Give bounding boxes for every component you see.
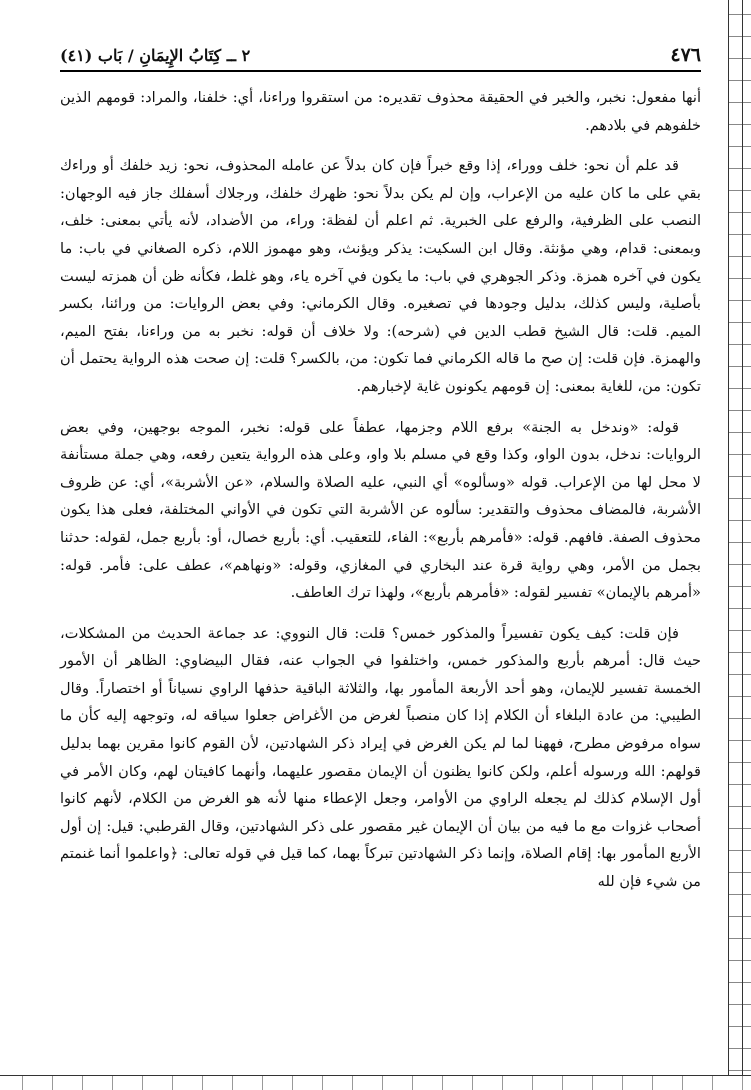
page-number: ٤٧٦ — [670, 44, 701, 66]
decorative-border-bottom — [0, 1075, 751, 1090]
decorative-border-right — [728, 0, 751, 1090]
decorative-border-line — [742, 0, 743, 1090]
paragraph: أنها مفعول: نخبر، والخبر في الحقيقة محذوف تقديره: من استقروا وراءنا، أي: خلفنا، والمراد: قومهم الذين خلفوهم في بلادهم. — [60, 89, 701, 134]
paragraph: قوله: «وندخل به الجنة» برفع اللام وجزمها، عطفاً على قوله: نخبر، الموجه بوجهين، وفي بعض الروايات: ندخل، بدون الواو، وكذا وقع في مسلم بلا واو، وعلى هذه الرواية يتعين رفعه، وهي جملة مستأنفة لا محل لها من الإعراب. قوله «وسألوه» أي النبي، عليه الصلاة والسلام، «عن الأشربة»، أي: عن ظروف الأشربة، فالمضاف محذوف والتقدير: سألوه عن الأشربة التي تكون في الأواني المختلفة، فعلى هذا يكون محذوف الصفة. فافهم. قوله: «فأمرهم بأربع»: الفاء، للتعقيب. أي: بأربع خصال، أو: بأربع جمل، لقوله: حدثنا بجمل من الأمر، وهي رواية قرة عند البخاري في المغازي، وقوله: «ونهاهم»، عطف على: فأمر. قوله: «أمرهم بالإيمان» تفسير لقوله: «فأمرهم بأربع»، ولهذا ترك العاطف. — [60, 418, 701, 602]
paragraph: فإن قلت: كيف يكون تفسيراً والمذكور خمس؟ قلت: قال النووي: عد جماعة الحديث من المشكلات، حيث قال: أمرهم بأربع والمذكور خمس، واختلفوا في الجواب عنه، فقال البيضاوي: الظاهر أن الأمور الخمسة تفسير للإيمان، وهو أحد الأربعة المأمور بها، والثلاثة الباقية حذفها الراوي نسياناً أو اختصاراً. وقال الطيبي: من عادة البلغاء أن الكلام إذا كان منصباً لغرض من الأغراض جعلوا سياقه له، وتوجهه إليه كأن ما سواه مرفوض مطرح، فههنا لما لم يكن الغرض في إيراد ذكر الشهادتين، لأن القوم كانوا مقرين بهما بدليل قولهم: الله ورسوله أعلم، ولكن كانوا يظنون أن الإيمان مقصور عليهما، وأنهما كافيتان لهم، وكان الأمر في أول الإسلام كذلك لم يجعله الراوي من الأوامر، وجعل الإعطاء منها لأنه هو الغرض من الكلام، لأنهم كانوا أصحاب غزوات مع ما فيه من بيان أن الإيمان غير مقصور على ذكر الشهادتين، وقال القرطبي: قيل: إن أول الأربع المأمور بها: إقام الصلاة، وإنما ذكر الشهادتين تبركاً بهما، كما قيل في قوله تعالى: ﴿واعلموا أنما غنمتم من شيء فإن لله — [60, 624, 701, 891]
page-body — [60, 84, 701, 896]
page-header — [60, 40, 701, 72]
running-title: ٢ ــ كِتَابُ الإِيمَانِ / بَاب (٤١) — [60, 45, 251, 65]
paragraph: قد علم أن نحو: خلف ووراء، إذا وقع خبراً فإن كان بدلاً عن عامله المحذوف، نحو: زيد خلفك أو وراءك بقي على ما كان عليه من الإعراب، وإن لم يكن بدلاً نحو: ظهرك خلفك، ورجلاك أسفلك جاز فيه الوجهان: النصب على الظرفية، والرفع على الخبرية. ثم اعلم أن لفظة: وراء، من الأضداد، لأنه يأتي بمعنى: خلف، وبمعنى: قدام، وهي مؤنثة. وقال ابن السكيت: يذكر ويؤنث، وهو مهموز اللام، ذكره الصغاني في باب: ما يكون في آخره همزة. وذكر الجوهري في باب: ما يكون في آخره ياء، وهو غلط، فكأنه ظن أن همزته ليست بأصلية، وليس كذلك، بدليل وجودها في تصغيره. وقال الكرماني: وفي بعض الروايات: من ورائنا، بكسر الميم. قلت: قال الشيخ قطب الدين في (شرحه): ولا خلاف أن قوله: نخبر به من وراءنا، بفتح الميم، والهمزة. فإن قلت: إن صح ما قاله الكرماني فما تكون: من، بالكسر؟ قلت: إن صحت هذه الرواية يحتمل أن تكون: من، للغاية بمعنى: إن قومهم يكونون غاية لإخبارهم. — [60, 157, 701, 395]
